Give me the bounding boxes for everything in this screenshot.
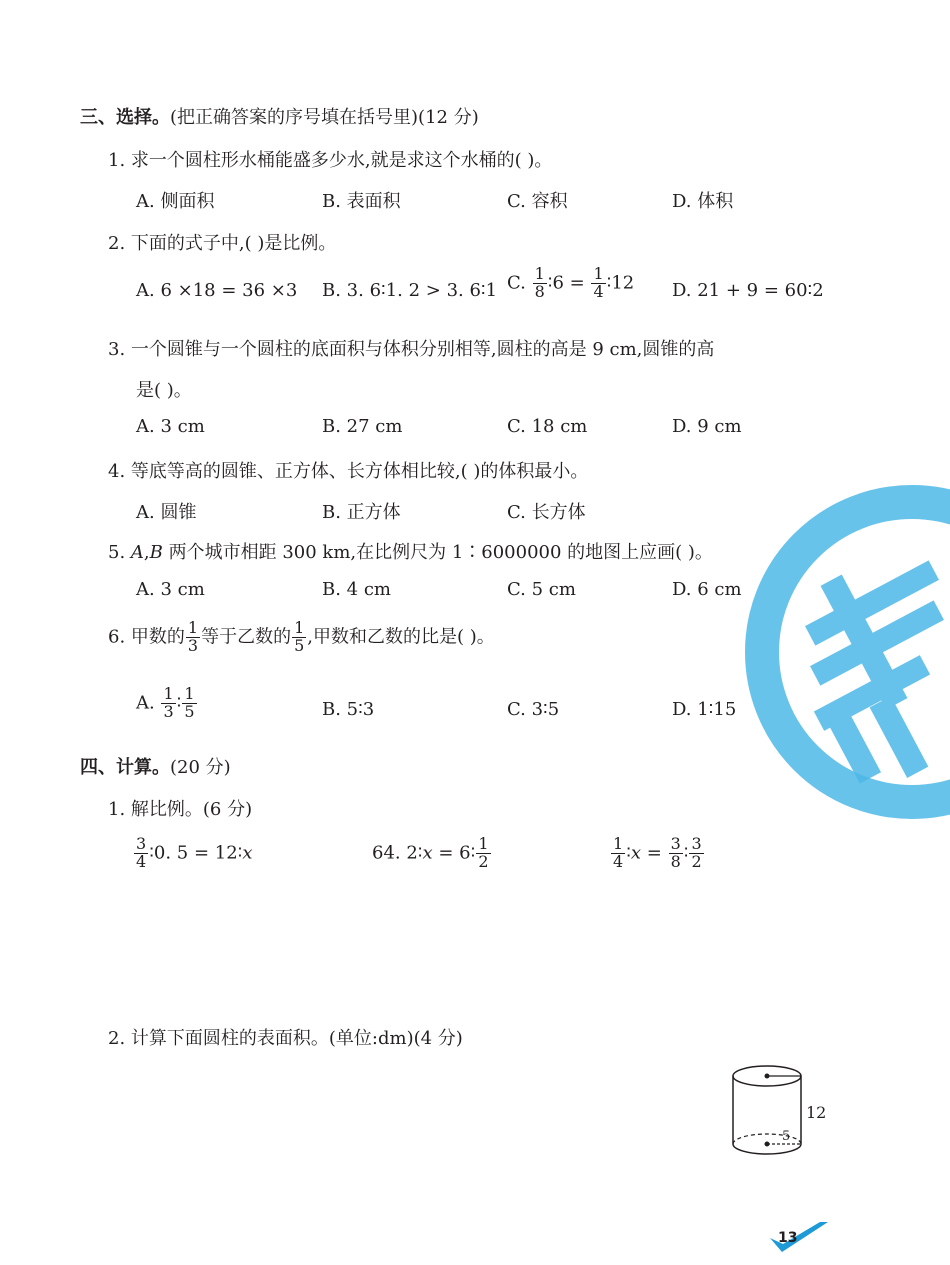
q3-option-b: B. 27 cm [322, 416, 403, 437]
q1-option-b: B. 表面积 [322, 191, 401, 212]
q6-option-d: D. 1∶15 [672, 699, 737, 720]
section-4-note: (20 分) [170, 757, 231, 778]
radius-label: 5 [782, 1129, 791, 1144]
equation-3: $\frac{1}{4}$ ∶x = $\frac{3}{8}$ ∶ $\frac{3}{2}$ [613, 834, 702, 871]
q4-option-c: C. 长方体 [507, 502, 586, 523]
fraction: $\frac{3}{4}$ [136, 834, 147, 871]
q3-text-line2: 是( )。 [136, 380, 192, 401]
fraction: $\frac{1}{8}$ [534, 264, 545, 301]
q5-option-b: B. 4 cm [322, 579, 391, 600]
equation-1: $\frac{3}{4}$ ∶0. 5 = 12∶x [136, 834, 253, 871]
q4-text: 4. 等底等高的圆锥、正方体、长方体相比较,( )的体积最小。 [108, 461, 589, 482]
section-4-heading [80, 753, 231, 779]
q6-text: 6. 甲数的 $\frac{1}{3}$ 等于乙数的 $\frac{1}{5}$ ,甲数和乙数的比是( )。 [108, 618, 495, 655]
p1-title: 1. 解比例。(6 分) [108, 799, 253, 820]
q6-option-b: B. 5∶3 [322, 699, 375, 720]
q3-option-a: A. 3 cm [136, 416, 205, 437]
fraction: $\frac{1}{5}$ [184, 684, 195, 721]
cylinder-figure [722, 1058, 842, 1163]
q2-option-d: D. 21 + 9 = 60∶2 [672, 280, 824, 301]
height-label: 12 [806, 1103, 827, 1122]
section-3-heading [80, 103, 479, 129]
fraction: $\frac{1}{4}$ [593, 264, 604, 301]
q2-option-b: B. 3. 6∶1. 2 > 3. 6∶1 [322, 280, 498, 301]
q2-option-c: C. $\frac{1}{8}$ ∶6 = $\frac{1}{4}$ ∶12 [507, 264, 635, 301]
fraction: $\frac{1}{4}$ [613, 834, 624, 871]
p2-title: 2. 计算下面圆柱的表面积。(单位:dm)(4 分) [108, 1028, 463, 1049]
page-number: 13 [778, 1230, 798, 1246]
equation-2: 64. 2∶x = 6∶ $\frac{1}{2}$ [372, 834, 489, 871]
section-4-title: 四、计算。 [80, 757, 170, 778]
q1-option-c: C. 容积 [507, 191, 568, 212]
q3-text-line1: 3. 一个圆锥与一个圆柱的底面积与体积分别相等,圆柱的高是 9 cm,圆锥的高 [108, 339, 715, 360]
q5-option-c: C. 5 cm [507, 579, 576, 600]
section-3-note: (把正确答案的序号填在括号里)(12 分) [170, 107, 479, 128]
q6-option-a: A. $\frac{1}{3}$ ∶ $\frac{1}{5}$ [136, 684, 195, 721]
q2-option-a: A. 6 ×18 = 36 ×3 [136, 280, 298, 301]
q3-option-c: C. 18 cm [507, 416, 588, 437]
q1-text: 1. 求一个圆柱形水桶能盛多少水,就是求这个水桶的( )。 [108, 150, 553, 171]
q3-option-d: D. 9 cm [672, 416, 742, 437]
fraction: $\frac{1}{2}$ [478, 834, 489, 871]
q2-c-prefix: C. [507, 272, 526, 294]
fraction: $\frac{3}{2}$ [691, 834, 702, 871]
section-3-title: 三、选择。 [80, 107, 170, 128]
stamp-watermark [722, 482, 950, 822]
page-number-badge [768, 1218, 830, 1258]
q1-option-d: D. 体积 [672, 191, 734, 212]
q5-option-a: A. 3 cm [136, 579, 205, 600]
q4-option-a: A. 圆锥 [136, 502, 197, 523]
fraction: $\frac{3}{8}$ [670, 834, 681, 871]
q5-text: 5. A,B 两个城市相距 300 km,在比例尺为 1∶6000000 的地图上应画( )。 [108, 542, 713, 563]
q5-option-d: D. 6 cm [672, 579, 742, 600]
fraction: $\frac{1}{5}$ [294, 618, 305, 655]
fraction: $\frac{1}{3}$ [187, 618, 199, 655]
q6-option-c: C. 3∶5 [507, 699, 560, 720]
fraction: $\frac{1}{3}$ [163, 684, 174, 721]
q4-option-b: B. 正方体 [322, 502, 401, 523]
q2-text: 2. 下面的式子中,( )是比例。 [108, 233, 337, 254]
q1-option-a: A. 侧面积 [136, 191, 215, 212]
